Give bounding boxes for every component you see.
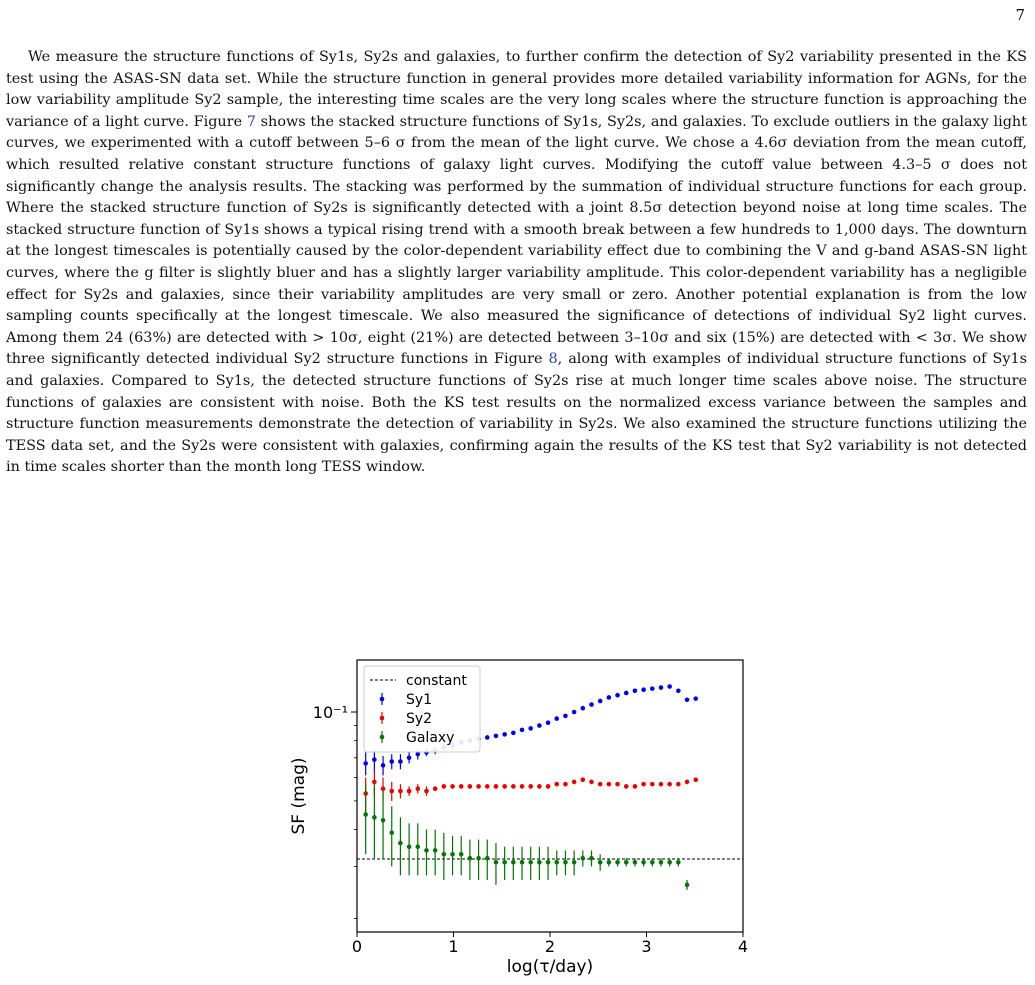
data-point	[598, 782, 603, 787]
data-point	[581, 777, 586, 782]
data-point	[667, 684, 672, 689]
data-point	[589, 702, 594, 707]
data-point	[633, 860, 638, 865]
data-point	[459, 852, 464, 857]
data-point	[442, 784, 447, 789]
data-point	[676, 688, 681, 693]
x-tick-label: 3	[641, 937, 652, 956]
text-segment: , along with examples of individual structure functions of Sy1s and galaxies. Compared to Sy1s, the detected structure functions of Sy2s rise at much longer time scales above noise. The structure functions of galaxies are consistent with noise. Both the KS test results on the normalized excess variance between the samples and structure function measurements demonstrate the detection of variability in Sy2s. We also examined the structure functions utilizing the TESS data set, and the Sy2s were consistent with galaxies, confirming again the results of the KS test that Sy2 variability is not detected in time scales shorter than the month long TESS window.	[6, 351, 1028, 476]
data-point	[650, 860, 655, 865]
x-tick-label: 0	[351, 937, 363, 956]
data-point	[546, 860, 551, 865]
data-point	[615, 693, 620, 698]
data-point	[381, 786, 386, 791]
x-tick-label: 1	[448, 937, 459, 956]
data-point	[433, 786, 438, 791]
data-point	[442, 852, 447, 857]
data-point	[372, 780, 377, 785]
data-point	[624, 691, 629, 696]
data-point	[372, 757, 377, 762]
data-point	[624, 784, 629, 789]
data-point	[572, 780, 577, 785]
data-point	[581, 856, 586, 861]
data-point	[415, 844, 420, 849]
data-point	[363, 761, 368, 766]
legend-label: Sy2	[406, 711, 433, 727]
data-point	[494, 860, 499, 865]
data-point	[450, 852, 455, 857]
data-point	[511, 784, 516, 789]
data-point	[589, 856, 594, 861]
legend-label: constant	[406, 673, 467, 689]
legend	[364, 666, 480, 752]
data-point	[563, 782, 568, 787]
x-tick-label: 2	[544, 937, 556, 956]
data-point	[537, 860, 542, 865]
data-point	[502, 860, 507, 865]
data-point	[581, 706, 586, 711]
data-point	[502, 784, 507, 789]
data-point	[659, 782, 664, 787]
data-point	[607, 860, 612, 865]
data-point	[528, 726, 533, 731]
x-axis-label: log(τ/day)	[506, 957, 594, 977]
data-point	[598, 699, 603, 704]
data-point	[624, 860, 629, 865]
data-point	[476, 856, 481, 861]
data-point	[520, 860, 525, 865]
data-point	[459, 784, 464, 789]
data-point	[563, 714, 568, 719]
data-point	[607, 695, 612, 700]
data-point	[641, 687, 646, 692]
legend-label: Galaxy	[406, 730, 455, 746]
data-point	[650, 686, 655, 691]
structure-function-chart	[280, 650, 780, 980]
data-point	[589, 780, 594, 785]
data-point	[520, 784, 525, 789]
data-point	[389, 789, 394, 794]
data-point	[554, 782, 559, 787]
series-galaxy	[363, 784, 689, 890]
page-number: 7	[1015, 6, 1025, 24]
legend-marker	[380, 697, 385, 702]
data-point	[450, 784, 455, 789]
data-point	[485, 784, 490, 789]
data-point	[398, 789, 403, 794]
data-point	[633, 784, 638, 789]
data-point	[511, 731, 516, 736]
data-point	[554, 716, 559, 721]
data-point	[476, 784, 481, 789]
data-point	[554, 860, 559, 865]
legend-label: Sy1	[406, 692, 433, 708]
data-point	[407, 789, 412, 794]
series-sy2	[363, 769, 698, 811]
data-point	[433, 848, 438, 853]
figure-ref-link[interactable]: 8	[548, 351, 558, 368]
body-paragraph	[6, 47, 1027, 479]
data-point	[546, 784, 551, 789]
legend-marker	[380, 716, 385, 721]
data-point	[650, 782, 655, 787]
data-point	[685, 883, 690, 888]
legend-marker	[380, 735, 385, 740]
data-point	[381, 818, 386, 823]
data-point	[641, 860, 646, 865]
data-point	[685, 780, 690, 785]
data-point	[398, 759, 403, 764]
data-point	[659, 685, 664, 690]
data-point	[641, 782, 646, 787]
data-point	[372, 815, 377, 820]
y-tick-label: 10⁻¹	[312, 703, 348, 723]
data-point	[685, 697, 690, 702]
figure-ref-link[interactable]: 7	[246, 113, 256, 130]
data-point	[468, 856, 473, 861]
data-point	[537, 723, 542, 728]
data-point	[572, 860, 577, 865]
data-point	[528, 784, 533, 789]
data-point	[407, 844, 412, 849]
data-point	[502, 732, 507, 737]
data-point	[485, 856, 490, 861]
data-point	[398, 841, 403, 846]
data-point	[659, 860, 664, 865]
data-point	[468, 784, 473, 789]
data-point	[415, 752, 420, 757]
data-point	[546, 720, 551, 725]
data-point	[528, 860, 533, 865]
data-point	[424, 789, 429, 794]
data-point	[381, 763, 386, 768]
y-axis-label: SF (mag)	[289, 757, 309, 835]
data-point	[511, 860, 516, 865]
data-point	[389, 831, 394, 836]
data-point	[667, 782, 672, 787]
data-point	[415, 786, 420, 791]
data-point	[676, 860, 681, 865]
data-point	[633, 688, 638, 693]
data-point	[363, 812, 368, 817]
text-segment: shows the stacked structure functions of Sy1s, Sy2s, and galaxies. To exclude outliers in the galaxy light curves, we experimented with a cutoff between 5–6 σ from the mean of the light curve. We chose a 4.6σ deviation from the mean cutoff, which resulted relative constant structure functions of galaxy light curves. Modifying the cutoff value between 4.3–5 σ does not significantly change the analysis results. The stacking was performed by the summation of individual structure functions for each group. Where the stacked structure function of Sy2s is significantly detected with a joint 8.5σ detection beyond noise at long time scales. The stacked structure function of Sy1s shows a typical rising trend with a smooth break between a few hundreds to 1,000 days. The downturn at the longest timescales is potentially caused by the color-dependent variability effect due to combining the V and g-band ASAS-SN light curves, where the g filter is slightly bluer and has a slightly larger variability amplitude. This color-dependent variability has a negligible effect for Sy2s and galaxies, since their variability amplitudes are very small or zero. Another potential explanation is from the low sampling counts specifically at the longest timescale. We also measured the significance of detections of individual Sy2 light curves. Among them 24 (63%) are detected with > 10σ, eight (21%) are detected between 3–10σ and six (15%) are detected with < 3σ. We show three significantly detected individual Sy2 structure functions in Figure	[6, 113, 1027, 368]
data-point	[424, 848, 429, 853]
data-point	[389, 759, 394, 764]
x-tick-label: 4	[737, 937, 749, 956]
data-point	[407, 755, 412, 760]
text-segment: We measure the structure functions of Sy1s, Sy2s and galaxies, to further confirm the detection of Sy2 variability presented in the KS test using the ASAS-SN data set. While the structure function in general provides more detailed variability information for AGNs, for the low variability amplitude Sy2 sample, the interesting time scales are the very long scales where the structure function is approaching the variance of a light curve. Figure	[6, 49, 1027, 130]
data-point	[485, 735, 490, 740]
data-point	[572, 710, 577, 715]
data-point	[563, 860, 568, 865]
data-point	[693, 696, 698, 701]
data-point	[615, 860, 620, 865]
data-point	[676, 782, 681, 787]
data-point	[667, 860, 672, 865]
data-point	[537, 784, 542, 789]
data-point	[607, 782, 612, 787]
data-point	[693, 777, 698, 782]
data-point	[598, 860, 603, 865]
data-point	[494, 734, 499, 739]
structure-function-figure	[280, 650, 780, 980]
data-point	[615, 782, 620, 787]
data-point	[520, 728, 525, 733]
data-point	[494, 784, 499, 789]
